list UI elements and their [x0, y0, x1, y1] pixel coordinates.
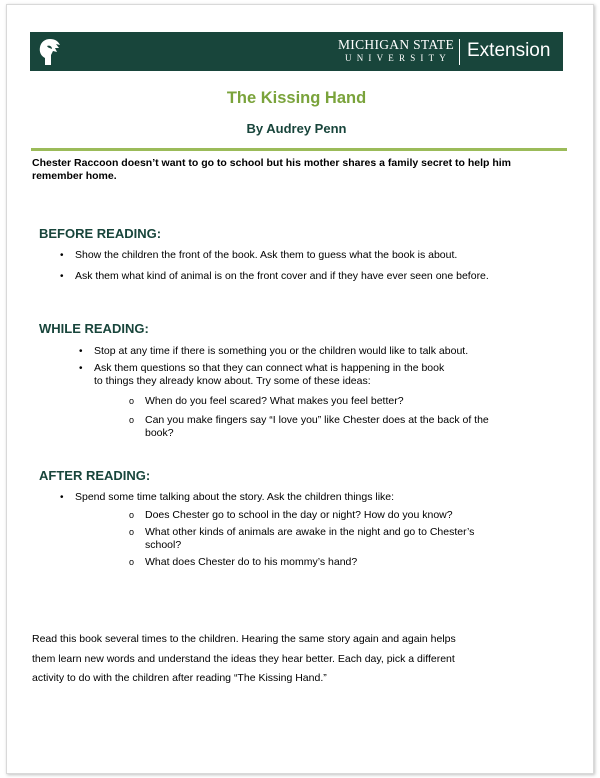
bullet-icon: •	[79, 346, 83, 357]
sub-list-item-line: book?	[145, 427, 174, 439]
closing-line: them learn new words and understand the ideas they hear better. Each day, pick a different	[32, 652, 455, 665]
after-reading-heading: AFTER READING:	[39, 468, 151, 483]
book-summary	[32, 157, 552, 183]
sub-list-item-line: school?	[145, 539, 182, 551]
summary-line: remember home.	[32, 170, 117, 182]
list-item	[94, 362, 444, 388]
sub-list-item: What does Chester do to his mommy’s hand?	[145, 556, 358, 568]
closing-line: activity to do with the children after reading “The Kissing Hand.”	[32, 672, 327, 684]
summary-line: Chester Raccoon doesn’t want to go to school but his mother shares a family secret to help him	[32, 157, 512, 169]
university-wordmark	[338, 38, 454, 65]
sub-list-item-line: What other kinds of animals are awake in the night and go to Chester’s	[145, 526, 475, 538]
list-item: Stop at any time if there is something you or the children would like to talk about.	[94, 345, 469, 357]
list-item-line: to things they already know about. Try some of these ideas:	[94, 375, 371, 387]
bullet-icon: •	[79, 363, 83, 374]
sub-list-item	[145, 526, 474, 552]
msu-extension-banner	[30, 32, 563, 71]
author-line: By Audrey Penn	[246, 121, 347, 136]
circle-bullet-icon: o	[129, 396, 135, 406]
spartan-helmet-icon	[36, 37, 64, 67]
sub-list-item	[145, 414, 489, 440]
closing-paragraph	[32, 630, 532, 689]
list-item-line: Ask them questions so that they can connect what is happening in the book	[94, 362, 445, 374]
list-item: Ask them what kind of animal is on the front cover and if they have ever seen one before.	[75, 270, 489, 282]
sub-list-item-line: Can you make fingers say “I love you” like Chester does at the back of the	[145, 414, 489, 426]
sub-list-item: Does Chester go to school in the day or night? How do you know?	[145, 509, 453, 521]
title-rule	[31, 148, 567, 151]
sub-list-item: When do you feel scared? What makes you feel better?	[145, 395, 404, 407]
university-name-line2: UNIVERSITY	[345, 53, 451, 63]
closing-line: Read this book several times to the children. Hearing the same story again and again helps	[32, 633, 456, 645]
list-item: Spend some time talking about the story. Ask the children things like:	[75, 491, 395, 503]
before-reading-heading: BEFORE READING:	[39, 226, 162, 241]
list-item: Show the children the front of the book. Ask them to guess what the book is about.	[75, 249, 458, 261]
circle-bullet-icon: o	[129, 415, 135, 425]
page-title: The Kissing Hand	[226, 89, 367, 107]
circle-bullet-icon: o	[129, 510, 135, 520]
circle-bullet-icon: o	[129, 557, 135, 567]
circle-bullet-icon: o	[129, 527, 135, 537]
wordmark-divider	[459, 39, 460, 65]
bullet-icon: •	[60, 492, 64, 503]
bullet-icon: •	[60, 250, 64, 261]
extension-label: Extension	[467, 40, 551, 61]
while-reading-heading: WHILE READING:	[39, 321, 149, 336]
university-name-line1: MICHIGAN STATE	[338, 37, 454, 52]
bullet-icon: •	[60, 271, 64, 282]
